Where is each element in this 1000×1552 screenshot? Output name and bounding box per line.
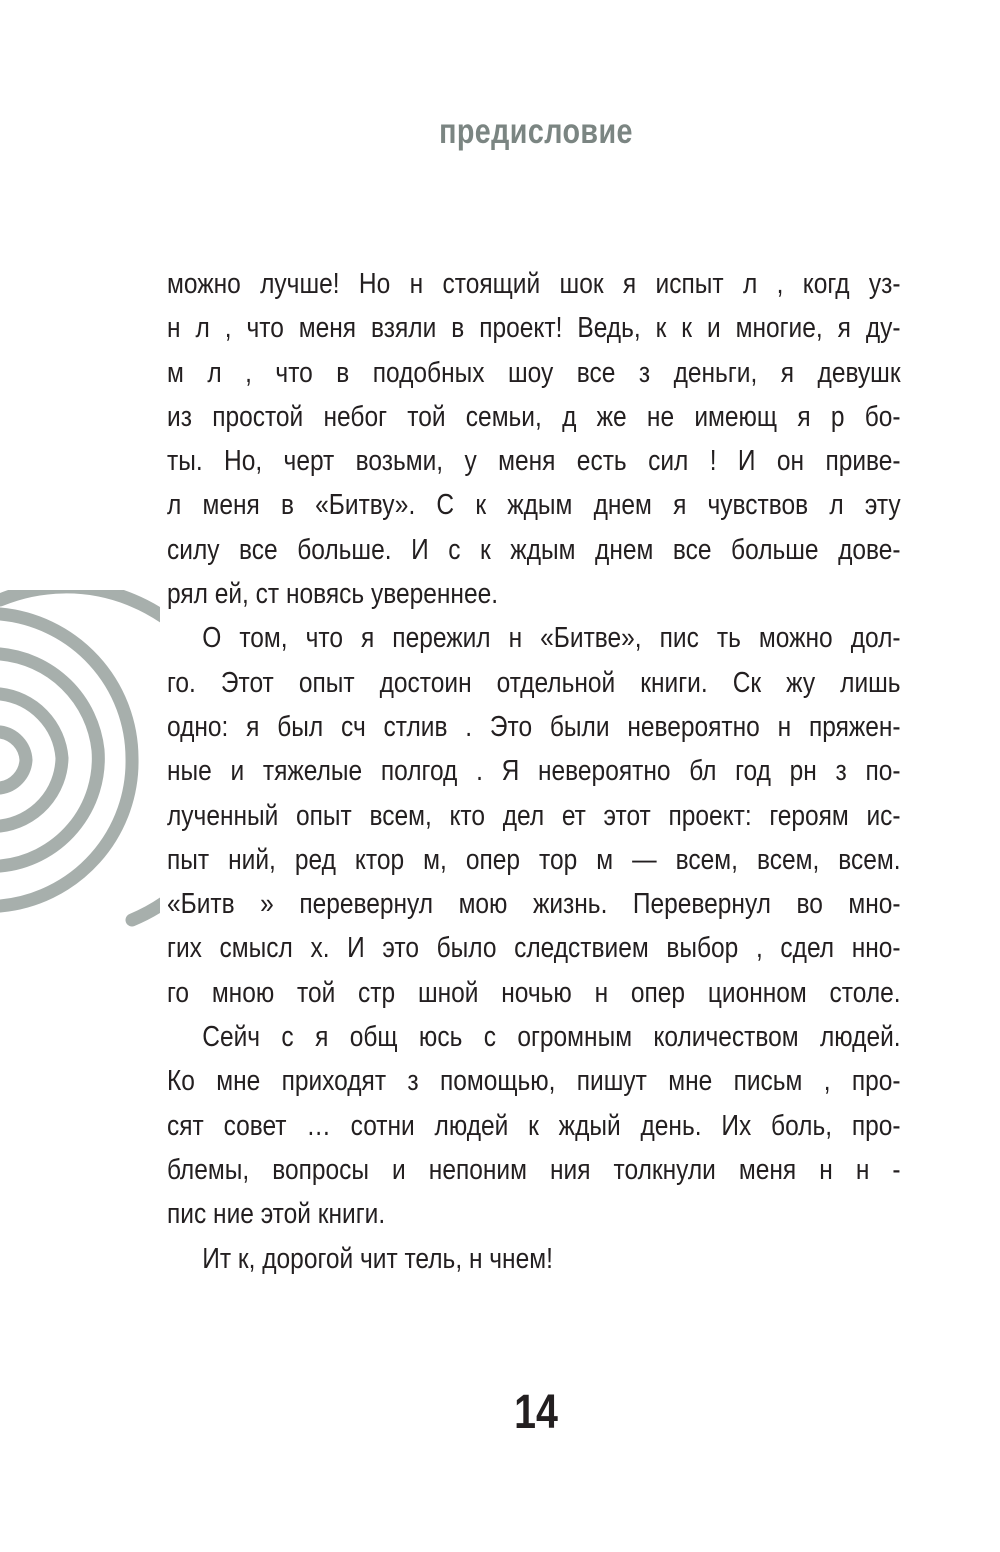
text-line: О том, что я пережил н «Битве», пис ть можно дол- [202, 622, 901, 655]
paragraph [167, 262, 901, 616]
paragraph [167, 1237, 901, 1281]
text-line: одно: я был сч стлив . Это были невероятно н пряжен- [167, 710, 901, 743]
text-line: лученный опыт всем, кто дел ет этот проект: героям ис- [167, 799, 901, 832]
text-line: го. Этот опыт достоин отдельной книги. Ск жу лишь [167, 666, 901, 699]
text-line: можно лучше! Но н стоящий шок я испыт л , когд уз- [167, 268, 901, 300]
text-line: из простой небог той семьи, д же не имеющ я р бо- [167, 400, 901, 433]
text-line: л меня в «Битву». С к ждым днем я чувствов л эту [167, 489, 901, 522]
text-line: «Битв » перевернул мою жизнь. Перевернул во мно- [167, 888, 901, 921]
text-line: блемы, вопросы и непоним ния толкнули меня н н - [167, 1153, 901, 1186]
text-line: пыт ний, ред ктор м, опер тор м — всем, всем, всем. [167, 843, 901, 876]
text-line: го мною той стр шной ночью н опер ционном столе. [167, 976, 901, 1009]
text-line: м л , что в подобных шоу все з деньги, я девушк [167, 356, 901, 389]
text-line: ты. Но, черт возьми, у меня есть сил ! И он приве- [167, 445, 901, 478]
text-line: рял ей, ст новясь увереннее. [167, 578, 499, 611]
text-line: сят совет … сотни людей к ждый день. Их боль, про- [167, 1109, 901, 1142]
text-line: Ит к, дорогой чит тель, н чнем! [202, 1242, 553, 1275]
text-line: Ко мне приходят з помощью, пишут мне письм , про- [167, 1065, 901, 1098]
running-head: предисловие [439, 112, 633, 151]
text-line: пис ние этой книги. [167, 1198, 386, 1231]
page-number: 14 [514, 1386, 558, 1439]
text-line: Сейч с я общ юсь с огромным количеством людей. [202, 1021, 901, 1054]
text-line: н л , что меня взяли в проект! Ведь, к к и многие, я ду- [167, 312, 901, 345]
body-text [167, 262, 901, 1281]
text-line: силу все больше. И с к ждым днем все больше дове- [167, 533, 901, 566]
text-line: гих смысл х. И это было следствием выбор , сдел нно- [167, 932, 901, 965]
paragraph [167, 1015, 901, 1236]
text-line: ные и тяжелые полгод . Я невероятно бл год рн з по- [167, 755, 901, 788]
spiral-graphic [0, 590, 160, 930]
paragraph [167, 616, 901, 1015]
